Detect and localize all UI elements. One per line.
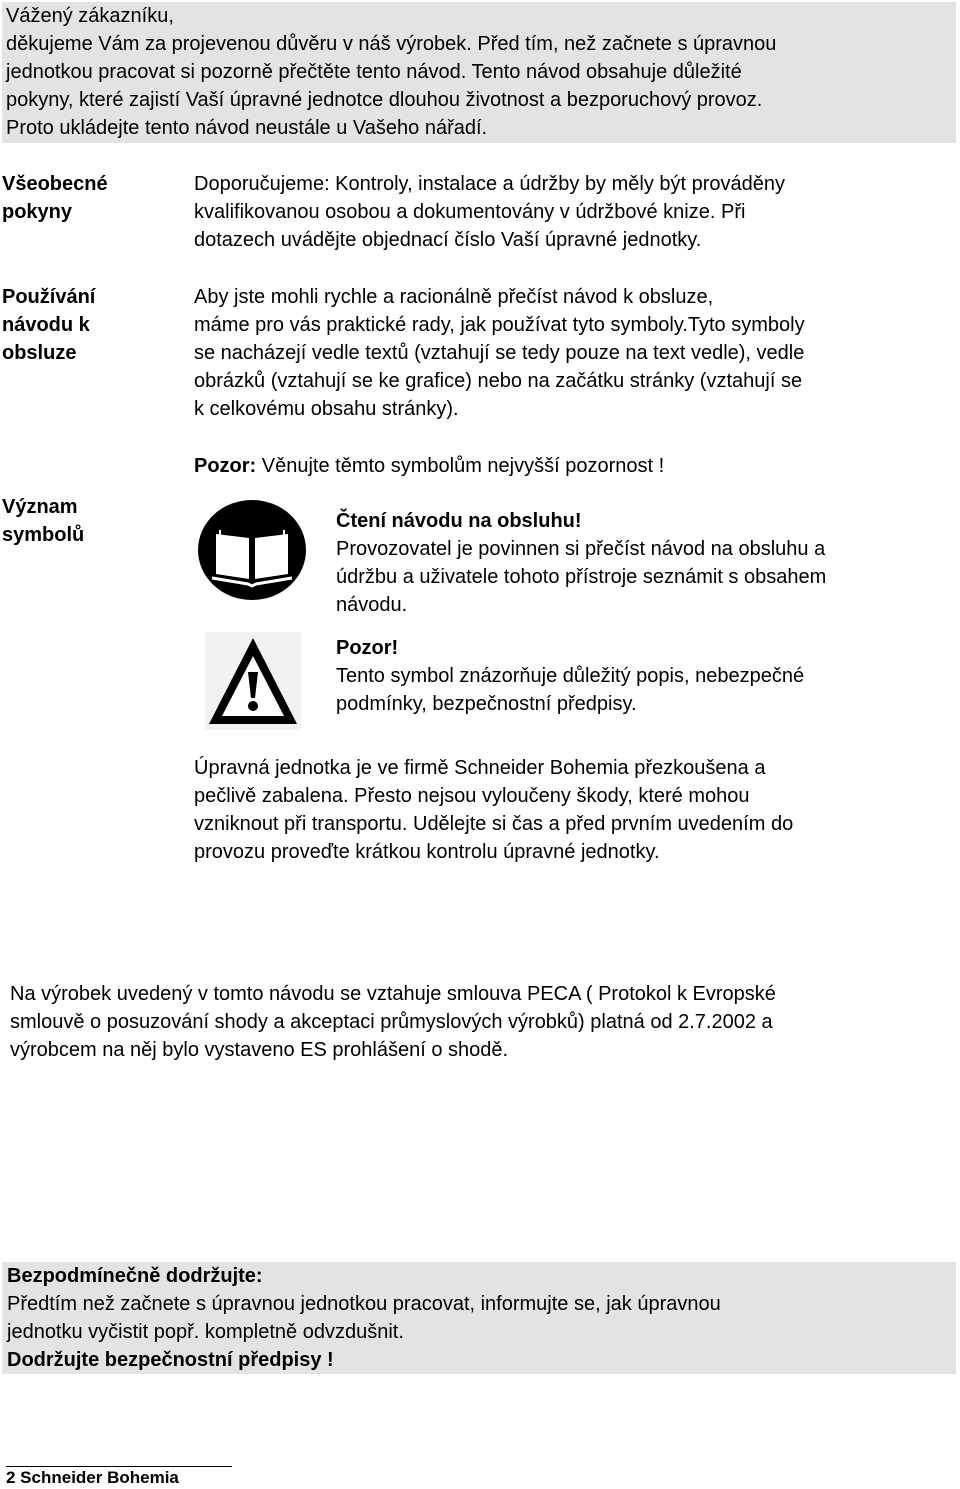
attention-label: Pozor:: [194, 455, 257, 477]
peca-line: Na výrobek uvedený v tomto návodu se vztahuje smlouva PECA ( Protokol k Evropské: [10, 983, 776, 1005]
symbols-label-line: symbolů: [2, 524, 85, 546]
safety-box: [2, 1262, 956, 1374]
general-label-line: pokyny: [2, 201, 73, 223]
usage-line: se nacházejí vedle textů (vztahují se tedy pouze na text vedle), vedle: [194, 342, 805, 364]
safety-closing: Dodržujte bezpečnostní předpisy !: [7, 1349, 334, 1371]
greeting: Vážený zákazníku,: [6, 5, 174, 27]
checked-line: Úpravná jednotka je ve firmě Schneider Bohemia přezkoušena a: [194, 757, 766, 779]
symbols-label: [2, 493, 172, 549]
book-symbol-line: Provozovatel je povinnen si přečíst návod na obsluhu a: [336, 538, 826, 560]
general-line: kvalifikovanou osobou a dokumentovány v údržbové knize. Při: [194, 201, 746, 223]
book-icon: [198, 500, 306, 600]
intro-line: Proto ukládejte tento návod neustále u Vašeho nářadí.: [6, 117, 488, 139]
warning-symbol-title: Pozor!: [336, 637, 399, 659]
safety-heading: Bezpodmínečně dodržujte:: [7, 1265, 263, 1287]
usage-line: Aby jste mohli rychle a racionálně přečíst návod k obsluze,: [194, 286, 714, 308]
warning-symbol-line: Tento symbol znázorňuje důležitý popis, nebezpečné: [336, 665, 805, 687]
usage-label-line: obsluze: [2, 342, 77, 364]
book-symbol-line: údržbu a uživatele tohoto přístroje seznámit s obsahem: [336, 566, 827, 588]
intro-line: jednotkou pracovat si pozorně přečtěte tento návod. Tento návod obsahuje důležité: [6, 61, 742, 83]
general-line: dotazech uvádějte objednací číslo Vaší úpravné jednotky.: [194, 229, 702, 251]
book-symbol-line: návodu.: [336, 594, 408, 616]
warning-symbol-text: [336, 634, 954, 718]
warning-triangle-icon: [205, 632, 301, 730]
usage-line: obrázků (vztahují se ke grafice) nebo na začátku stránky (vztahují se: [194, 370, 803, 392]
book-symbol-title: Čtení návodu na obsluhu!: [336, 510, 582, 532]
usage-line: máme pro vás praktické rady, jak používat tyto symboly.Tyto symboly: [194, 314, 805, 336]
warning-symbol-line: podmínky, bezpečnostní předpisy.: [336, 693, 637, 715]
general-label-line: Všeobecné: [2, 173, 108, 195]
checked-line: pečlivě zabalena. Přesto nejsou vyloučeny škody, které mohou: [194, 785, 750, 807]
attention-text: Věnujte těmto symbolům nejvyšší pozornost !: [256, 455, 665, 477]
checked-paragraph: [194, 754, 954, 866]
intro-line: děkujeme Vám za projevenou důvěru v náš výrobek. Před tím, než začnete s úpravnou: [6, 33, 777, 55]
safety-line: Předtím než začnete s úpravnou jednotkou pracovat, informujte se, jak úpravnou: [7, 1293, 721, 1315]
peca-line: výrobcem na něj bylo vystaveno ES prohlášení o shodě.: [10, 1039, 509, 1061]
intro-box: [2, 2, 956, 143]
usage-text: [194, 283, 954, 423]
general-label: [2, 170, 172, 226]
peca-paragraph: [10, 980, 948, 1064]
page-footer: 2 Schneider Bohemia: [6, 1468, 179, 1487]
general-line: Doporučujeme: Kontroly, instalace a údržby by měly být prováděny: [194, 173, 786, 195]
safety-line: jednotku vyčistit popř. kompletně odvzdušnit.: [7, 1321, 404, 1343]
checked-line: vzniknout při transportu. Udělejte si čas a před prvním uvedením do: [194, 813, 794, 835]
attention-note: [194, 452, 954, 480]
usage-label-line: návodu k: [2, 314, 90, 336]
intro-line: pokyny, které zajistí Vaší úpravné jednotce dlouhou životnost a bezporuchový provoz.: [6, 89, 763, 111]
usage-label: [2, 283, 172, 367]
symbols-label-line: Význam: [2, 496, 78, 518]
checked-line: provozu proveďte krátkou kontrolu úpravné jednotky.: [194, 841, 660, 863]
general-text: [194, 170, 954, 254]
peca-line: smlouvě o posuzování shody a akceptaci průmyslových výrobků) platná od 2.7.2002 a: [10, 1011, 773, 1033]
usage-line: k celkovému obsahu stránky).: [194, 398, 459, 420]
usage-label-line: Používání: [2, 286, 96, 308]
book-symbol-text: [336, 507, 954, 619]
